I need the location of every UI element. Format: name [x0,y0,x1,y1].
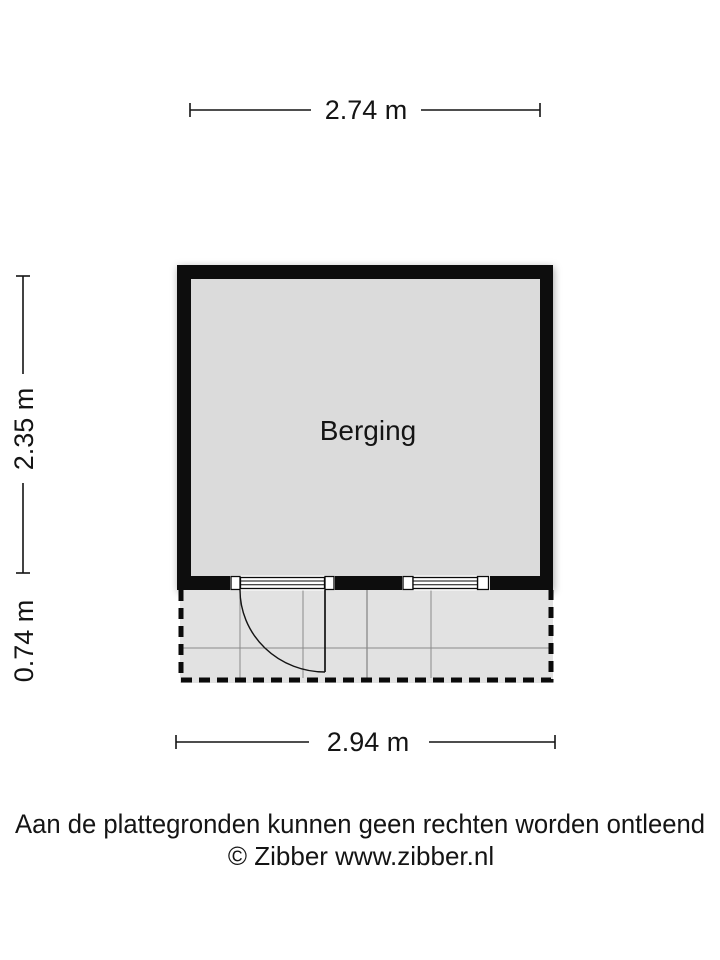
window-jamb [478,577,489,590]
terrace [180,590,553,683]
dimension-label-top: 2.74 m [324,95,408,125]
dimension-left-terrace [9,600,39,683]
dimension-label-bottom: 2.94 m [326,727,410,757]
window-glazing [413,578,478,589]
footer-copyright: © Zibber www.zibber.nl [227,841,495,871]
dimension-bottom [176,727,555,757]
door-glazing [241,578,325,589]
footer [15,809,705,871]
room-label: Berging [319,415,417,446]
door-jamb [325,577,334,590]
door-jamb [231,577,240,590]
dimension-label-left-room: 2.35 m [9,387,39,471]
window-jamb [403,577,413,590]
dimension-top [190,95,540,125]
room-berging [177,265,553,590]
dimension-left-room [9,276,39,573]
footer-disclaimer: Aan de plattegronden kunnen geen rechten worden ontleend [15,809,705,839]
dimension-label-left-terrace: 0.74 m [9,599,39,683]
window-opening [402,576,490,591]
door-opening [230,576,335,591]
